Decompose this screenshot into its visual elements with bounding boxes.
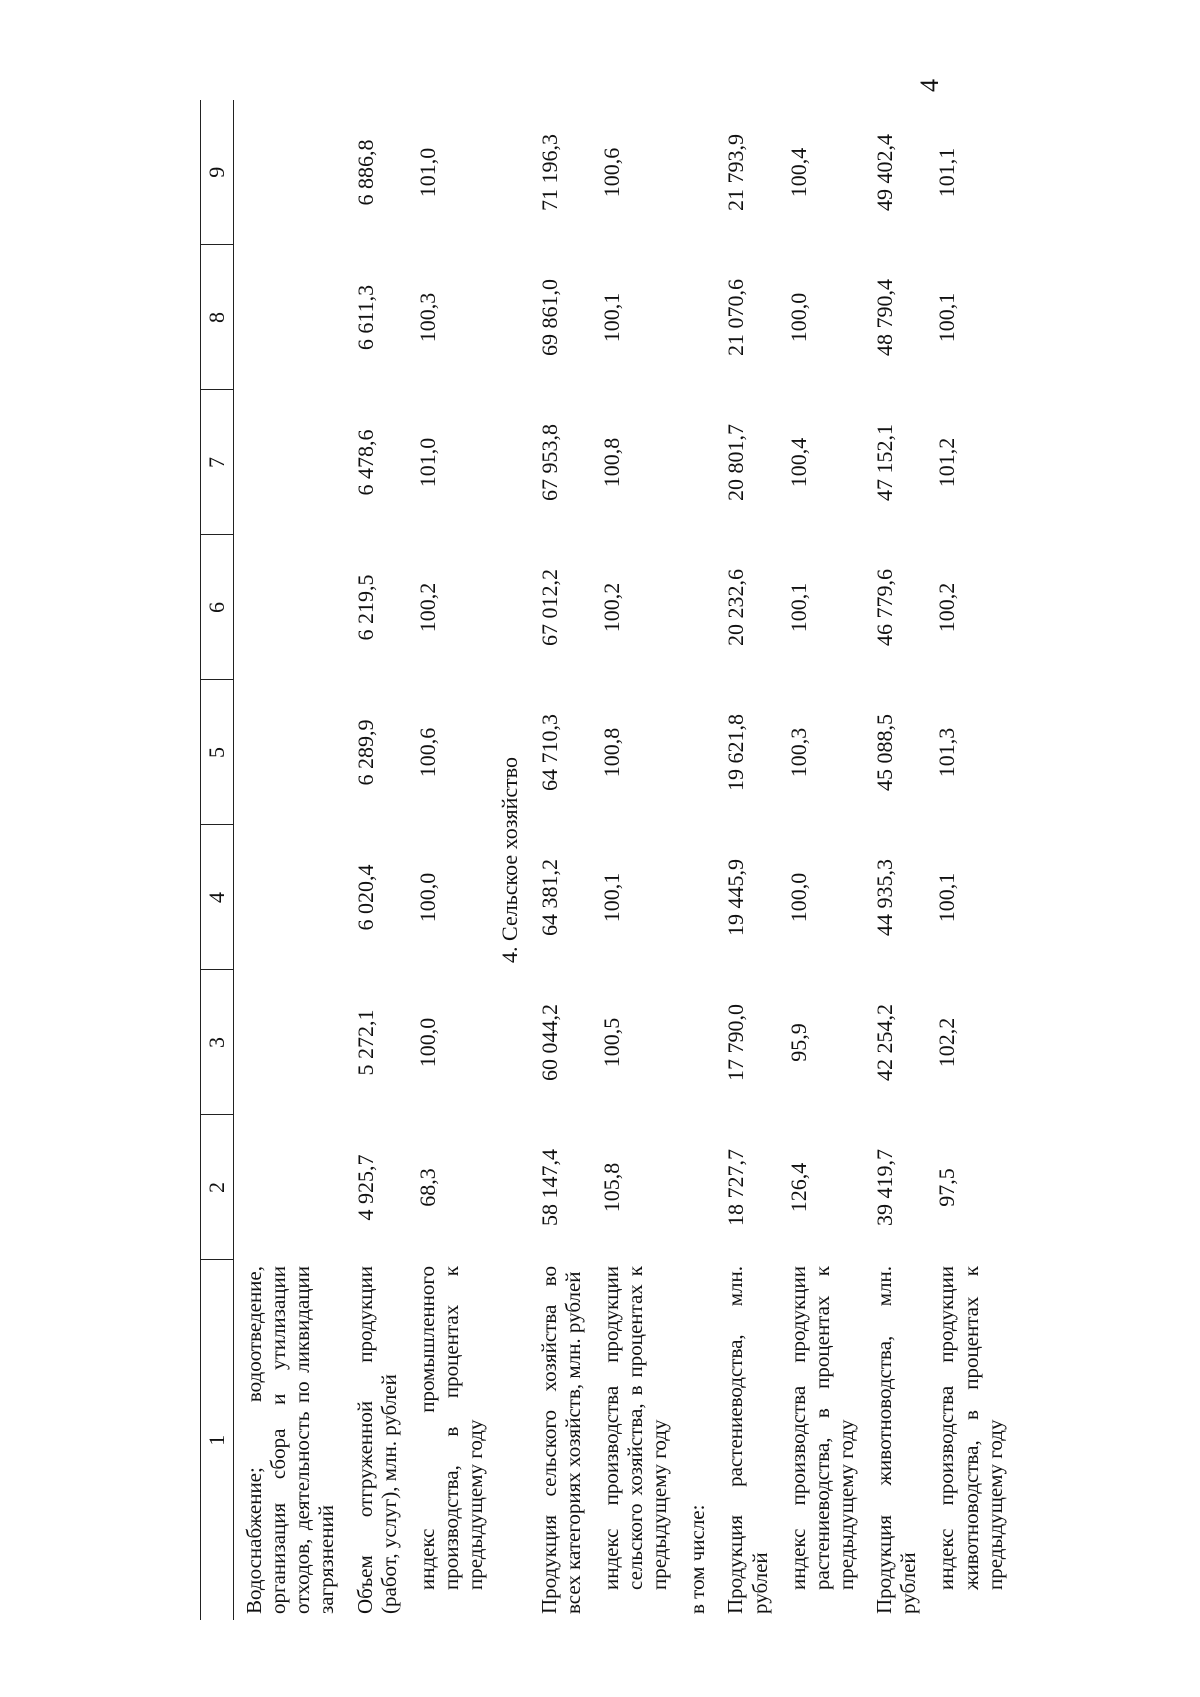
table-cell: 19 445,9 [723, 859, 749, 936]
table-cell: 67 953,8 [536, 424, 562, 501]
row-label: Объем отгруженной продукции (работ, услуг), млн. рублей [352, 1266, 401, 1614]
table-cell: 49 402,4 [872, 134, 898, 211]
table-cell: 5 272,1 [352, 1009, 378, 1076]
table-cell: 6 219,5 [352, 574, 378, 641]
table-cell: 100,0 [785, 292, 811, 343]
table-cell: 18 727,7 [723, 1149, 749, 1226]
table-cell: 100,1 [598, 872, 624, 923]
table-row [778, 100, 864, 1620]
table-row [677, 100, 715, 1620]
row-label: Продукция животноводства, млн. рублей [872, 1266, 921, 1614]
table-cell: 64 710,3 [536, 714, 562, 791]
table-cell: 100,6 [598, 147, 624, 198]
table-cell: 101,1 [934, 147, 960, 198]
column-header: 1 [201, 1260, 234, 1620]
table-row [591, 100, 677, 1620]
table-cell: 20 232,6 [723, 569, 749, 646]
table-row [715, 100, 777, 1620]
table-cell: 71 196,3 [536, 134, 562, 211]
table-row [345, 100, 407, 1620]
table-cell: 21 793,9 [723, 134, 749, 211]
table-cell: 44 935,3 [872, 859, 898, 936]
page-number: 4 [915, 79, 944, 92]
table-cell: 20 801,7 [723, 424, 749, 501]
table-cell: 6 611,3 [352, 284, 378, 351]
row-label: Продукция сельского хозяйства во всех категориях хозяйств, млн. рублей [536, 1266, 585, 1614]
table-cell: 45 088,5 [872, 714, 898, 791]
row-label: индекс производства продукции растениеводства, в процентах к предыдущему году [785, 1266, 858, 1590]
table-cell: 100,8 [598, 437, 624, 488]
table-cell: 100,4 [785, 437, 811, 488]
table-cell: 67 012,2 [536, 569, 562, 646]
table-cell: 100,3 [785, 727, 811, 778]
table-cell: 4 925,7 [352, 1154, 378, 1221]
table-cell: 17 790,0 [723, 1004, 749, 1081]
table-row [407, 100, 493, 1620]
table-cell: 102,2 [934, 1017, 960, 1068]
table-cell: 100,0 [414, 872, 440, 923]
table-cell: 100,1 [785, 582, 811, 633]
column-header: 6 [201, 535, 234, 680]
table-cell: 6 020,4 [352, 864, 378, 931]
table-cell: 101,3 [934, 727, 960, 778]
table-cell: 100,4 [785, 147, 811, 198]
row-label: индекс производства продукции сельского хозяйства, в процентах к предыдущему году [598, 1266, 672, 1590]
table-cell: 100,8 [598, 727, 624, 778]
table-cell: 68,3 [414, 1168, 440, 1207]
column-header: 3 [201, 970, 234, 1115]
table-cell: 100,6 [414, 727, 440, 778]
table-cell: 100,1 [598, 292, 624, 343]
table-cell: 126,4 [785, 1162, 811, 1213]
section-row [493, 100, 528, 1620]
table-cell: 100,2 [598, 582, 624, 633]
table-cell: 64 381,2 [536, 859, 562, 936]
table-cell: 100,2 [414, 582, 440, 633]
table-cell: 97,5 [934, 1168, 960, 1207]
table-header-row [201, 100, 234, 1620]
data-table [200, 100, 1013, 1620]
table-cell: 47 152,1 [872, 424, 898, 501]
table-cell: 6 289,9 [352, 719, 378, 786]
table-row [529, 100, 591, 1620]
column-header: 4 [201, 825, 234, 970]
table-cell: 21 070,6 [723, 279, 749, 356]
table-cell: 100,2 [934, 582, 960, 633]
row-label: индекс промышленного производства, в процентах к предыдущему году [414, 1266, 488, 1590]
table-cell: 100,1 [934, 872, 960, 923]
table-cell: 46 779,6 [872, 569, 898, 646]
table-cell: 58 147,4 [536, 1149, 562, 1226]
table-cell: 6 478,6 [352, 429, 378, 496]
section-title: 4. Сельское хозяйство [497, 757, 523, 963]
subheading: в том числе: [685, 1504, 710, 1614]
table-cell: 101,0 [414, 147, 440, 198]
table-cell: 42 254,2 [872, 1004, 898, 1081]
column-header: 8 [201, 245, 234, 390]
table-cell: 100,0 [414, 1017, 440, 1068]
column-header: 9 [201, 100, 234, 245]
row-label: индекс производства продукции животноводства, в процентах к предыдущему году [934, 1266, 1007, 1590]
table-cell: 69 861,0 [536, 279, 562, 356]
table-cell: 100,3 [414, 292, 440, 343]
table-row [234, 100, 345, 1620]
table-cell: 101,2 [934, 437, 960, 488]
rotated-table-container [200, 100, 1007, 1620]
column-header: 2 [201, 1115, 234, 1260]
table-cell: 95,9 [785, 1023, 811, 1062]
table-cell: 101,0 [414, 437, 440, 488]
column-header: 7 [201, 390, 234, 535]
table-cell: 48 790,4 [872, 279, 898, 356]
table-cell: 60 044,2 [536, 1004, 562, 1081]
row-label: Продукция растениеводства, млн. рублей [723, 1266, 772, 1614]
row-label: Водоснабжение; водоотведение, организация сбора и утилизации отходов, деятельность по ликвидации загрязнений [242, 1266, 339, 1614]
column-header: 5 [201, 680, 234, 825]
table-row [926, 100, 1012, 1620]
table-cell: 6 886,8 [352, 139, 378, 206]
table-cell: 100,5 [598, 1017, 624, 1068]
table-row [864, 100, 926, 1620]
table-cell: 105,8 [598, 1162, 624, 1213]
table-cell: 100,1 [934, 292, 960, 343]
table-cell: 100,0 [785, 872, 811, 923]
table-cell: 39 419,7 [872, 1149, 898, 1226]
table-cell: 19 621,8 [723, 714, 749, 791]
